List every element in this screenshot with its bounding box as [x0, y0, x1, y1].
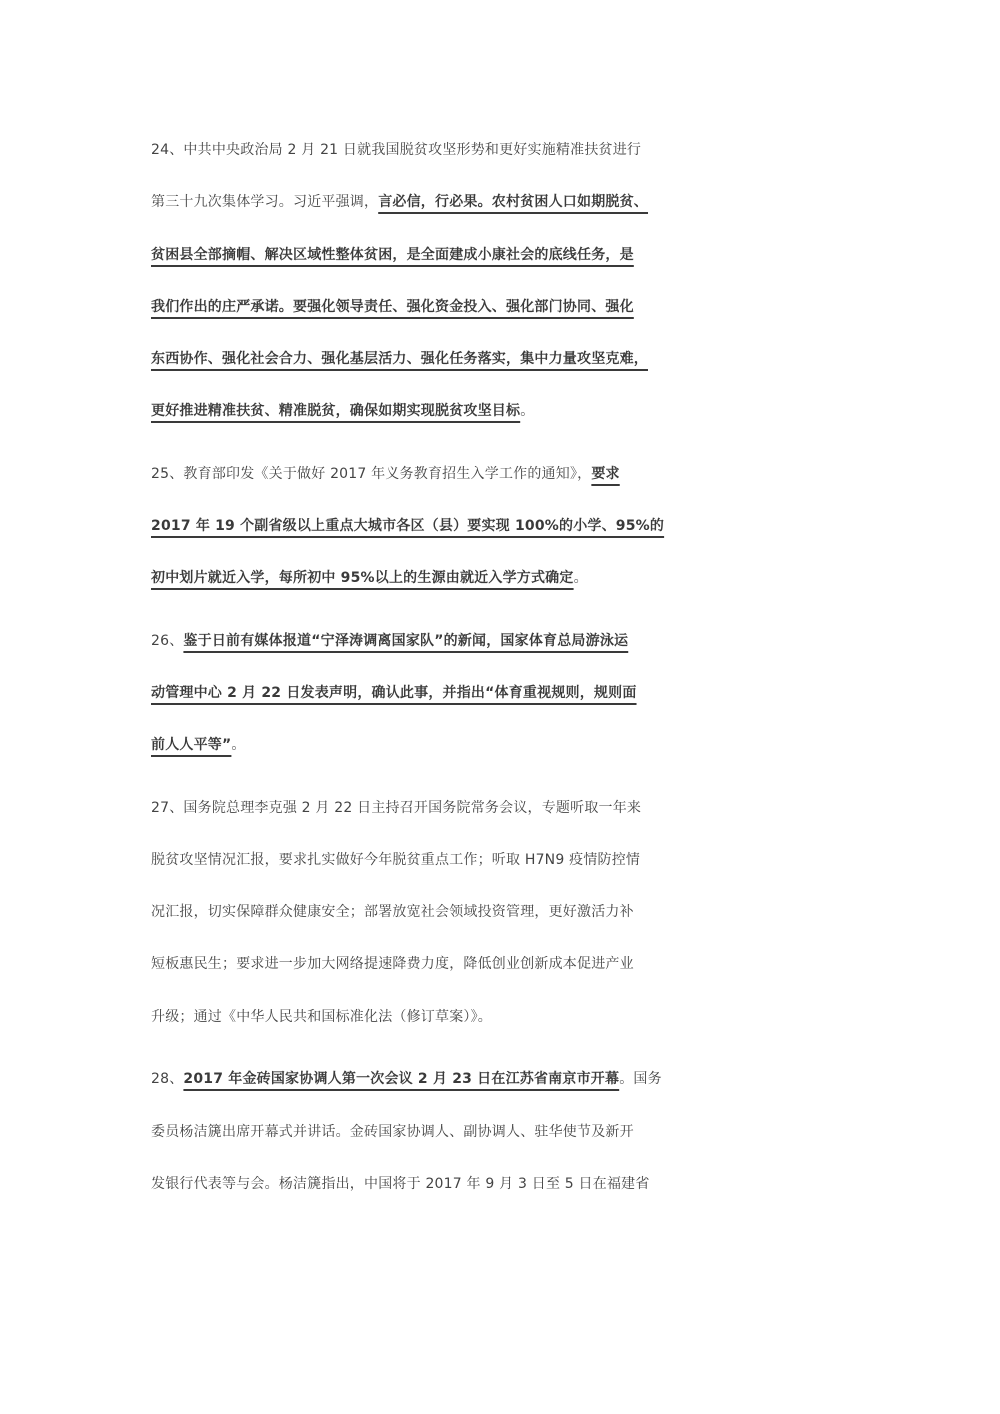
- text-run: 。: [573, 570, 588, 586]
- paragraph-24-line-1: [151, 134, 871, 166]
- paragraph-27-line-4: [151, 948, 871, 980]
- text-run: 脱贫攻坚情况汇报，要求扎实做好今年脱贫重点工作；听取 H7N9 疫情防控情: [151, 852, 641, 868]
- text-run: 第三十九次集体学习。习近平强调，: [151, 194, 379, 210]
- bold-underlined-text: 动管理中心 2 月 22 日发表声明，确认此事，并指出“体育重视规则，规则面: [151, 685, 637, 701]
- text-run: 28、: [151, 1071, 184, 1087]
- paragraph-28-line-2: [151, 1116, 871, 1148]
- text-run: 委员杨洁篪出席开幕式并讲话。金砖国家协调人、副协调人、驻华使节及新开: [151, 1124, 634, 1140]
- text-run: 。: [231, 737, 246, 753]
- paragraph-24-line-6: [151, 395, 871, 427]
- bold-underlined-text: 我们作出的庄严承诺。要强化领导责任、强化资金投入、强化部门协同、强化: [151, 299, 634, 315]
- paragraph-25-line-1: [151, 458, 871, 490]
- paragraph-27-line-1: [151, 792, 871, 824]
- paragraph-26-line-3: [151, 729, 871, 761]
- paragraph-24-line-4: [151, 291, 871, 323]
- paragraph-26-line-1: [151, 625, 871, 657]
- bold-underlined-text: 2017 年金砖国家协调人第一次会议 2 月 23 日在江苏省南京市开幕: [183, 1071, 620, 1087]
- bold-underlined-text: 前人人平等”: [151, 737, 232, 753]
- paragraph-25-line-3: [151, 562, 871, 594]
- text-run: 。国务: [619, 1071, 662, 1087]
- bold-underlined-text: 2017 年 19 个副省级以上重点大城市各区（县）要实现 100%的小学、95%的: [151, 518, 665, 534]
- bold-underlined-text: 东西协作、强化社会合力、强化基层活力、强化任务落实，集中力量攻坚克难，: [151, 351, 648, 367]
- bold-underlined-text: 初中划片就近入学，每所初中 95%以上的生源由就近入学方式确定: [151, 570, 574, 586]
- bold-underlined-text: 更好推进精准扶贫、精准脱贫，确保如期实现脱贫攻坚目标: [151, 403, 521, 419]
- paragraph-26-line-2: [151, 677, 871, 709]
- paragraph-27-line-2: [151, 844, 871, 876]
- text-run: 。: [520, 403, 535, 419]
- text-run: 升级；通过《中华人民共和国标准化法（修订草案）》。: [151, 1009, 492, 1025]
- paragraph-28-line-1: [151, 1063, 871, 1095]
- bold-underlined-text: 要求: [591, 466, 620, 482]
- paragraph-24-line-5: [151, 343, 871, 375]
- paragraph-27-line-3: [151, 896, 871, 928]
- bold-underlined-text: 贫困县全部摘帽、解决区域性整体贫困，是全面建成小康社会的底线任务，是: [151, 247, 634, 263]
- bold-underlined-text: 言必信，行必果。农村贫困人口如期脱贫、: [378, 194, 649, 210]
- text-run: 况汇报，切实保障群众健康安全；部署放宽社会领域投资管理，更好激活力补: [151, 904, 634, 920]
- bold-underlined-text: 鉴于日前有媒体报道“宁泽涛调离国家队”的新闻，国家体育总局游泳运: [183, 633, 629, 649]
- text-run: 25、教育部印发《关于做好 2017 年义务教育招生入学工作的通知》，: [151, 466, 592, 482]
- text-run: 发银行代表等与会。杨洁篪指出，中国将于 2017 年 9 月 3 日至 5 日在福建省: [151, 1176, 650, 1192]
- paragraph-28-line-3: [151, 1168, 871, 1200]
- text-run: 27、国务院总理李克强 2 月 22 日主持召开国务院常务会议，专题听取一年来: [151, 800, 642, 816]
- paragraph-25-line-2: [151, 510, 871, 542]
- paragraph-24-line-3: [151, 239, 871, 271]
- paragraph-27-line-5: [151, 1001, 871, 1033]
- text-run: 26、: [151, 633, 184, 649]
- text-run: 短板惠民生；要求进一步加大网络提速降费力度，降低创业创新成本促进产业: [151, 956, 634, 972]
- paragraph-24-line-2: [151, 186, 871, 218]
- text-run: 24、中共中央政治局 2 月 21 日就我国脱贫攻坚形势和更好实施精准扶贫进行: [151, 142, 642, 158]
